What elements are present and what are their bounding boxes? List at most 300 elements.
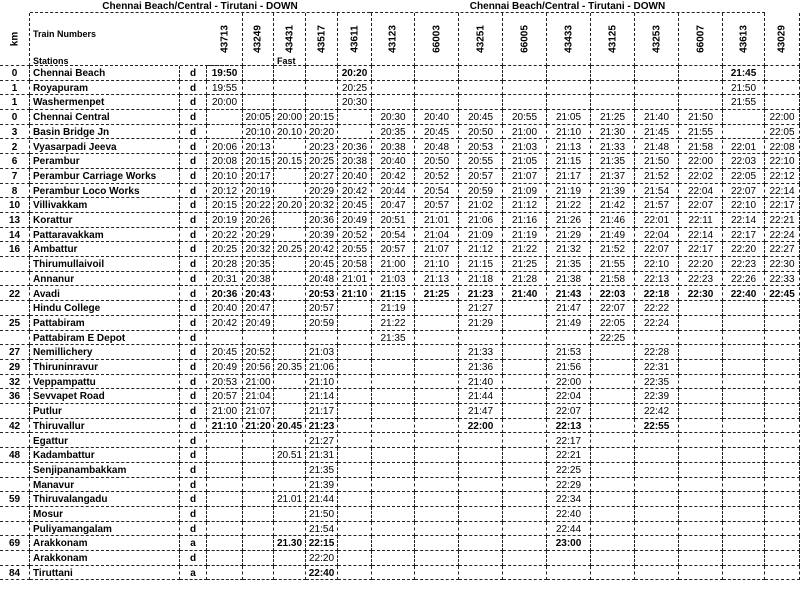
train-number: 43029 xyxy=(776,25,788,53)
time-cell xyxy=(274,522,306,537)
km-cell xyxy=(0,478,30,493)
time-cell xyxy=(459,66,503,81)
arrival-departure-flag: d xyxy=(180,169,207,184)
km-cell: 36 xyxy=(0,389,30,404)
time-cell: 20.45 xyxy=(274,419,306,434)
time-cell: 22:24 xyxy=(635,316,679,331)
station-name: Thiruninravur xyxy=(30,360,180,375)
time-cell xyxy=(503,507,547,522)
time-cell: 21:58 xyxy=(591,272,635,287)
time-cell: 20:52 xyxy=(338,228,372,243)
time-cell xyxy=(415,566,459,581)
time-cell: 19:50 xyxy=(207,66,243,81)
time-cell: 22:17 xyxy=(679,242,723,257)
time-cell xyxy=(372,404,415,419)
station-name: Thiruvalangadu xyxy=(30,492,180,507)
time-cell: 21:31 xyxy=(306,448,338,463)
time-cell: 21:10 xyxy=(415,257,459,272)
time-cell: 20:29 xyxy=(306,184,338,199)
time-cell xyxy=(503,389,547,404)
km-cell: 0 xyxy=(0,110,30,125)
time-cell: 22:26 xyxy=(723,272,765,287)
time-cell xyxy=(338,125,372,140)
time-cell: 20:22 xyxy=(207,228,243,243)
time-cell xyxy=(459,522,503,537)
time-cell xyxy=(274,287,306,302)
time-cell xyxy=(765,331,800,346)
time-cell xyxy=(274,95,306,110)
right-table-title: Chennai Beach/Central - Tirutani - DOWN xyxy=(370,0,765,13)
station-name: Perambur Carriage Works xyxy=(30,169,180,184)
time-cell: 21:09 xyxy=(459,228,503,243)
time-cell: 20:30 xyxy=(338,95,372,110)
time-cell xyxy=(415,551,459,566)
km-cell: 69 xyxy=(0,536,30,551)
km-cell: 10 xyxy=(0,198,30,213)
time-cell: 20:08 xyxy=(207,154,243,169)
arrival-departure-flag: d xyxy=(180,463,207,478)
time-cell: 20:57 xyxy=(372,242,415,257)
time-cell xyxy=(306,66,338,81)
time-cell: 20:19 xyxy=(243,184,274,199)
time-cell xyxy=(723,434,765,449)
train-number-header xyxy=(547,13,591,66)
time-cell: 21:35 xyxy=(306,463,338,478)
arrival-departure-flag: d xyxy=(180,345,207,360)
time-cell xyxy=(372,434,415,449)
time-cell: 20:45 xyxy=(459,110,503,125)
time-cell: 22:01 xyxy=(635,213,679,228)
time-cell: 20:15 xyxy=(243,154,274,169)
time-cell xyxy=(243,551,274,566)
time-cell: 22:44 xyxy=(547,522,591,537)
time-cell: 22:07 xyxy=(635,242,679,257)
station-name: Mosur xyxy=(30,507,180,522)
time-cell: 21:22 xyxy=(372,316,415,331)
time-cell: 22:42 xyxy=(635,404,679,419)
time-cell xyxy=(635,81,679,96)
time-cell xyxy=(274,507,306,522)
km-cell xyxy=(0,301,30,316)
km-cell: 1 xyxy=(0,95,30,110)
arrival-departure-flag: a xyxy=(180,566,207,581)
time-cell: 20.10 xyxy=(274,125,306,140)
station-name: Manavur xyxy=(30,478,180,493)
station-name: Annanur xyxy=(30,272,180,287)
time-cell: 21:00 xyxy=(372,257,415,272)
time-cell: 21:00 xyxy=(243,375,274,390)
time-cell xyxy=(274,81,306,96)
time-cell: 21:03 xyxy=(372,272,415,287)
time-cell: 22:07 xyxy=(723,184,765,199)
time-cell xyxy=(338,389,372,404)
time-cell xyxy=(635,66,679,81)
time-cell: 21:40 xyxy=(503,287,547,302)
time-cell xyxy=(274,478,306,493)
time-cell: 22:18 xyxy=(635,287,679,302)
time-cell xyxy=(459,566,503,581)
arrival-departure-flag: d xyxy=(180,125,207,140)
time-cell: 20:52 xyxy=(415,169,459,184)
time-cell xyxy=(459,448,503,463)
stations-label: Stations xyxy=(33,56,69,66)
time-cell xyxy=(372,448,415,463)
time-cell: 20:25 xyxy=(338,81,372,96)
time-cell: 20:36 xyxy=(306,213,338,228)
time-cell xyxy=(372,507,415,522)
time-cell: 20:50 xyxy=(415,154,459,169)
time-cell xyxy=(243,331,274,346)
time-cell xyxy=(207,551,243,566)
time-cell: 22:33 xyxy=(765,272,800,287)
time-cell: 22:00 xyxy=(765,110,800,125)
time-cell: 21:03 xyxy=(503,140,547,155)
arrival-departure-flag: d xyxy=(180,478,207,493)
time-cell xyxy=(765,81,800,96)
time-cell: 21:44 xyxy=(459,389,503,404)
time-cell xyxy=(635,434,679,449)
time-cell: 21:00 xyxy=(207,404,243,419)
time-cell: 20:38 xyxy=(338,154,372,169)
time-cell: 21:49 xyxy=(591,228,635,243)
time-cell: 21:23 xyxy=(459,287,503,302)
time-cell: 20:53 xyxy=(459,140,503,155)
time-cell: 20:40 xyxy=(338,169,372,184)
time-cell: 21:42 xyxy=(591,198,635,213)
time-cell xyxy=(503,81,547,96)
time-cell xyxy=(635,522,679,537)
time-cell: 22:23 xyxy=(679,272,723,287)
km-header xyxy=(0,13,30,66)
time-cell xyxy=(591,551,635,566)
time-cell xyxy=(591,536,635,551)
km-cell xyxy=(0,434,30,449)
time-cell xyxy=(338,316,372,331)
time-cell: 20:25 xyxy=(306,154,338,169)
time-cell: 21:25 xyxy=(591,110,635,125)
time-cell: 21:01 xyxy=(338,272,372,287)
time-cell xyxy=(415,360,459,375)
km-cell: 13 xyxy=(0,213,30,228)
time-cell: 20:47 xyxy=(372,198,415,213)
time-cell xyxy=(723,345,765,360)
time-cell xyxy=(591,389,635,404)
time-cell xyxy=(372,81,415,96)
time-cell: 22:40 xyxy=(547,507,591,522)
time-cell: 20:32 xyxy=(243,242,274,257)
km-cell: 59 xyxy=(0,492,30,507)
time-cell xyxy=(591,507,635,522)
time-cell xyxy=(372,566,415,581)
time-cell xyxy=(503,551,547,566)
time-cell xyxy=(635,463,679,478)
train-number-header xyxy=(207,13,243,66)
time-cell xyxy=(415,345,459,360)
time-cell: 21:01 xyxy=(415,213,459,228)
time-cell: 21:26 xyxy=(547,213,591,228)
time-cell: 21:54 xyxy=(635,184,679,199)
time-cell xyxy=(503,301,547,316)
time-cell: 20:53 xyxy=(207,375,243,390)
time-cell xyxy=(459,95,503,110)
time-cell: 22:31 xyxy=(635,360,679,375)
time-cell xyxy=(635,95,679,110)
time-cell xyxy=(591,492,635,507)
time-cell: 20:51 xyxy=(372,213,415,228)
time-cell: 21:50 xyxy=(723,81,765,96)
station-name: Pattabiram xyxy=(30,316,180,331)
arrival-departure-flag: d xyxy=(180,375,207,390)
time-cell xyxy=(503,316,547,331)
time-cell xyxy=(338,551,372,566)
time-cell xyxy=(274,140,306,155)
time-cell: 20:19 xyxy=(207,213,243,228)
time-cell xyxy=(459,536,503,551)
time-cell: 20:59 xyxy=(459,184,503,199)
time-cell: 20:28 xyxy=(207,257,243,272)
km-cell: 42 xyxy=(0,419,30,434)
time-cell: 20:26 xyxy=(243,213,274,228)
time-cell xyxy=(765,345,800,360)
station-name: Villivakkam xyxy=(30,198,180,213)
time-cell xyxy=(207,110,243,125)
time-cell xyxy=(274,66,306,81)
time-cell: 20:55 xyxy=(503,110,547,125)
time-cell: 21:00 xyxy=(503,125,547,140)
time-cell: 21:39 xyxy=(591,184,635,199)
time-cell: 20:48 xyxy=(306,272,338,287)
time-cell xyxy=(503,566,547,581)
time-cell: 20:35 xyxy=(243,257,274,272)
time-cell: 20:12 xyxy=(207,184,243,199)
time-cell: 20:40 xyxy=(415,110,459,125)
time-cell: 21:33 xyxy=(459,345,503,360)
time-cell: 21:04 xyxy=(415,228,459,243)
time-cell xyxy=(591,566,635,581)
km-cell: 6 xyxy=(0,154,30,169)
time-cell: 22:17 xyxy=(547,434,591,449)
time-cell xyxy=(765,434,800,449)
time-cell xyxy=(372,522,415,537)
time-cell: 21:10 xyxy=(338,287,372,302)
time-cell xyxy=(274,551,306,566)
km-cell: 29 xyxy=(0,360,30,375)
arrival-departure-flag: d xyxy=(180,213,207,228)
time-cell xyxy=(765,463,800,478)
time-cell: 21:58 xyxy=(679,140,723,155)
station-name: Perambur xyxy=(30,154,180,169)
time-cell: 21:53 xyxy=(547,345,591,360)
time-cell xyxy=(338,522,372,537)
time-cell xyxy=(338,345,372,360)
time-cell: 20:54 xyxy=(415,184,459,199)
time-cell xyxy=(415,301,459,316)
station-name: Royapuram xyxy=(30,81,180,96)
time-cell xyxy=(635,507,679,522)
train-number-header xyxy=(723,13,765,66)
time-cell xyxy=(591,434,635,449)
time-cell: 22:40 xyxy=(723,287,765,302)
time-cell: 21:16 xyxy=(503,213,547,228)
time-cell xyxy=(679,316,723,331)
time-cell xyxy=(679,419,723,434)
time-cell xyxy=(338,463,372,478)
time-cell xyxy=(274,272,306,287)
time-cell xyxy=(765,522,800,537)
time-cell: 20.51 xyxy=(274,448,306,463)
time-cell xyxy=(503,522,547,537)
station-name: Arakkonam xyxy=(30,551,180,566)
time-cell xyxy=(372,375,415,390)
time-cell: 20:39 xyxy=(306,228,338,243)
time-cell xyxy=(591,478,635,493)
km-cell xyxy=(0,404,30,419)
time-cell xyxy=(635,566,679,581)
time-cell: 21:25 xyxy=(503,257,547,272)
time-cell: 20:43 xyxy=(243,287,274,302)
time-cell: 21:43 xyxy=(547,287,591,302)
time-cell xyxy=(243,463,274,478)
time-cell: 22:04 xyxy=(635,228,679,243)
time-cell xyxy=(679,66,723,81)
time-cell xyxy=(723,492,765,507)
time-cell: 22:10 xyxy=(723,198,765,213)
time-cell: 22:14 xyxy=(765,184,800,199)
train-numbers-label: Train Numbers xyxy=(33,29,97,39)
time-cell: 20:52 xyxy=(243,345,274,360)
time-cell: 21.01 xyxy=(274,492,306,507)
time-cell xyxy=(415,81,459,96)
time-cell: 21:45 xyxy=(723,66,765,81)
arrival-departure-flag: d xyxy=(180,198,207,213)
station-name: Nemillichery xyxy=(30,345,180,360)
time-cell: 20:59 xyxy=(306,316,338,331)
train-number-header xyxy=(274,13,306,66)
time-cell: 22:20 xyxy=(306,551,338,566)
time-cell: 20:15 xyxy=(207,198,243,213)
train-number: 43611 xyxy=(349,25,360,53)
time-cell xyxy=(547,95,591,110)
time-cell xyxy=(723,125,765,140)
station-name: Arakkonam xyxy=(30,536,180,551)
time-cell: 21:55 xyxy=(679,125,723,140)
arrival-departure-flag: d xyxy=(180,389,207,404)
time-cell: 20:06 xyxy=(207,140,243,155)
time-cell xyxy=(274,404,306,419)
train-number: 43251 xyxy=(475,25,486,53)
time-cell: 22:30 xyxy=(765,257,800,272)
time-cell xyxy=(338,360,372,375)
time-cell: 21:10 xyxy=(306,375,338,390)
time-cell xyxy=(635,551,679,566)
km-cell: 48 xyxy=(0,448,30,463)
time-cell: 21:13 xyxy=(547,140,591,155)
time-cell xyxy=(243,536,274,551)
time-cell: 21:19 xyxy=(372,301,415,316)
arrival-departure-flag: d xyxy=(180,360,207,375)
time-cell xyxy=(547,66,591,81)
time-cell xyxy=(503,463,547,478)
time-cell xyxy=(207,463,243,478)
arrival-departure-flag: d xyxy=(180,242,207,257)
km-label: km xyxy=(9,31,20,47)
time-cell xyxy=(207,566,243,581)
time-cell xyxy=(591,375,635,390)
time-cell: 22:00 xyxy=(547,375,591,390)
time-cell: 21:22 xyxy=(503,242,547,257)
time-cell xyxy=(723,507,765,522)
time-cell: 22:02 xyxy=(679,169,723,184)
time-cell xyxy=(274,434,306,449)
train-number: 43713 xyxy=(219,25,230,53)
time-cell xyxy=(372,360,415,375)
time-cell xyxy=(503,434,547,449)
time-cell xyxy=(765,536,800,551)
time-cell: 22:15 xyxy=(306,536,338,551)
time-cell: 22:07 xyxy=(547,404,591,419)
time-cell: 21:35 xyxy=(547,257,591,272)
time-cell: 21:48 xyxy=(635,140,679,155)
arrival-departure-flag: d xyxy=(180,110,207,125)
station-name: Chennai Central xyxy=(30,110,180,125)
arrival-departure-flag: d xyxy=(180,448,207,463)
arrival-departure-flag: d xyxy=(180,154,207,169)
time-cell: 21:55 xyxy=(723,95,765,110)
time-cell: 21:18 xyxy=(459,272,503,287)
km-cell xyxy=(0,551,30,566)
station-name: Egattur xyxy=(30,434,180,449)
km-cell: 3 xyxy=(0,125,30,140)
time-cell: 22:00 xyxy=(679,154,723,169)
time-cell: 20:49 xyxy=(243,316,274,331)
time-cell: 22:17 xyxy=(765,198,800,213)
time-cell: 20:57 xyxy=(415,198,459,213)
time-cell: 20:57 xyxy=(459,169,503,184)
station-name: Basin Bridge Jn xyxy=(30,125,180,140)
time-cell: 21:04 xyxy=(243,389,274,404)
time-cell: 22:29 xyxy=(547,478,591,493)
time-cell xyxy=(723,301,765,316)
time-cell: 22:04 xyxy=(679,184,723,199)
time-cell: 20:57 xyxy=(207,389,243,404)
time-cell xyxy=(415,404,459,419)
time-cell: 21:52 xyxy=(635,169,679,184)
time-cell: 20:32 xyxy=(306,198,338,213)
time-cell: 20:20 xyxy=(306,125,338,140)
time-cell xyxy=(679,536,723,551)
time-cell: 21:12 xyxy=(459,242,503,257)
time-cell: 20:25 xyxy=(207,242,243,257)
time-cell: 20:10 xyxy=(243,125,274,140)
time-cell xyxy=(765,316,800,331)
time-cell: 21:30 xyxy=(591,125,635,140)
time-cell: 21:05 xyxy=(547,110,591,125)
time-cell xyxy=(459,463,503,478)
time-cell: 22:25 xyxy=(547,463,591,478)
km-cell xyxy=(0,331,30,346)
time-cell xyxy=(372,419,415,434)
time-cell xyxy=(547,551,591,566)
time-cell: 21:10 xyxy=(547,125,591,140)
time-cell: 20:20 xyxy=(338,66,372,81)
time-cell: 20:50 xyxy=(459,125,503,140)
arrival-departure-flag: d xyxy=(180,81,207,96)
time-cell: 21:50 xyxy=(635,154,679,169)
time-cell xyxy=(723,448,765,463)
time-cell: 21:20 xyxy=(243,419,274,434)
time-cell xyxy=(635,536,679,551)
km-cell: 1 xyxy=(0,81,30,96)
